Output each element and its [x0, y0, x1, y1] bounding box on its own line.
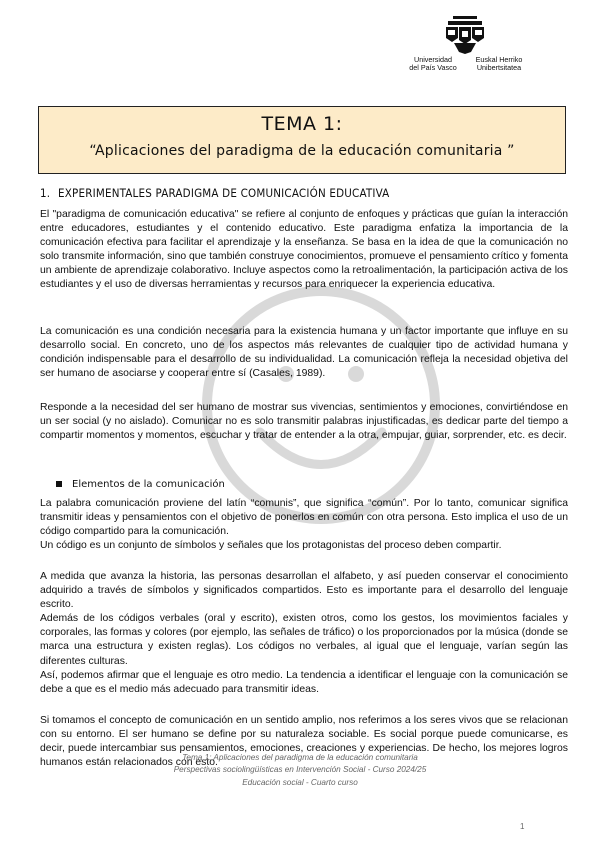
section-heading: [40, 186, 560, 200]
square-bullet-icon: [56, 481, 62, 487]
paragraph-2: [40, 325, 568, 381]
paragraph-4a-text: La palabra comunicación proviene del latín “comunis”, que significa “común”. Por lo tanto, comunicar significa transmitir ideas y pensamientos con el objetivo de ponerlos en común con otra persona. Esto implica el uso de un código compartido para la comunicación.: [40, 498, 568, 538]
university-logo-icon: [444, 16, 486, 54]
paragraph-5b-text: Además de los códigos verbales (oral y escrito), existen otros, como los gestos, los movimientos faciales y corporales, las formas y colores (por ejemplo, las señales de tráfico) o los proporcionados por la música (donde se marca una estructura y existen reglas). Los códigos no verbales, al igual que el lenguaje, varían según las diferentes culturas.: [40, 613, 568, 667]
footer-line-2: Perspectivas sociolingüísticas en Intervención Social - Curso 2024/25: [173, 765, 427, 775]
paragraph-5a-text: A medida que avanza la historia, las personas desarrollan el alfabeto, y así pueden conservar el conocimiento adquirido a través de símbolos y significados compartidos. Esto es importante para el desarrollo del lenguaje escrito.: [40, 571, 568, 611]
paragraph-4b-text: Un código es un conjunto de símbolos y señales que los protagonistas del proceso deben compartir.: [40, 540, 502, 552]
university-es-line1: Universidad: [414, 55, 452, 64]
page-footer: [100, 752, 500, 789]
title-box: [38, 106, 566, 174]
subheading-text: Elementos de la comunicación: [72, 479, 225, 490]
document-title: TEMA 1:: [261, 113, 343, 135]
university-es-line2: del País Vasco: [409, 63, 457, 72]
paragraph-4: [40, 497, 568, 553]
paragraph-6-text: Si tomamos el concepto de comunicación en un sentido amplio, nos referimos a los seres vivos que se relacionan con su entorno. El ser humano se define por su naturaleza sociable. Es social porque puede comunicarse, es decir, puede intercambiar sus pensamientos, emociones, creaciones y experiencias. De hecho, los mejores logros humanos están relacionados con esto.: [40, 715, 568, 769]
paragraph-3: [40, 401, 568, 443]
paragraph-3-text: Responde a la necesidad del ser humano de mostrar sus vivencias, sentimientos y emociones, convirtiéndose en un ser social (y no aislado). Comunicar no es solo transmitir palabras injustificadas, es dedicar parte del tiempo a compartir momentos y momentos, escuchar y tratar de entender a la otra, empujar, guiar, sorprender, etc. es decir.: [40, 402, 568, 442]
page-number: 1: [520, 822, 525, 831]
paragraph-1-text: El "paradigma de comunicación educativa" se refiere al conjunto de enfoques y prácticas que guían la interacción entre educadores, estudiantes y el contenido educativo. Este paradigma enfatiza la importancia de la comunicación efectiva para facilitar el aprendizaje y la enseñanza. Se basa en la idea de que la comunicación no solo transmite información, sino que también construye conocimientos, promueve el pensamiento crítico y fomenta un ambiente de aprendizaje colaborativo. Incluye aspectos como la retroalimentación, la participación activa de los estudiantes y el uso de diversas herramientas y recursos para enriquecer la experiencia educativa.: [40, 209, 568, 291]
paragraph-5c-text: Así, podemos afirmar que el lenguaje es otro medio. La tendencia a identificar el lenguaje con la comunicación se debe a que es el medio más adecuado para transmitir ideas.: [40, 669, 568, 695]
document-subtitle: “Aplicaciones del paradigma de la educación comunitaria ”: [89, 143, 515, 159]
section-number: 1.: [40, 186, 51, 200]
paragraph-1: [40, 208, 568, 293]
university-eu-line2: Unibertsitatea: [476, 63, 522, 72]
university-logo: [402, 16, 532, 74]
paragraph-5: [40, 570, 568, 697]
university-name-es: [402, 56, 464, 72]
subheading-elements: [56, 479, 225, 490]
university-name-eu: [466, 56, 532, 72]
paragraph-2-text: La comunicación es una condición necesaria para la existencia humana y un factor importante que influye en su desarrollo social. En concreto, uno de los aspectos más relevantes de cualquier tipo de actividad humana y condición indispensable para el desarrollo de su individualidad. La comunicación refleja la necesidad objetiva del ser humano de asociarse y cooperar entre sí (Casales, 1989).: [40, 326, 568, 380]
footer-line-3: Educación social - Cuarto curso: [242, 777, 358, 787]
section-title: EXPERIMENTALES PARADIGMA DE COMUNICACIÓN EDUCATIVA: [58, 186, 390, 200]
footer-line-1: Tema 1: Aplicaciones del paradigma de la educación comunitaria: [182, 753, 418, 762]
university-eu-line1: Euskal Herriko: [475, 55, 523, 64]
